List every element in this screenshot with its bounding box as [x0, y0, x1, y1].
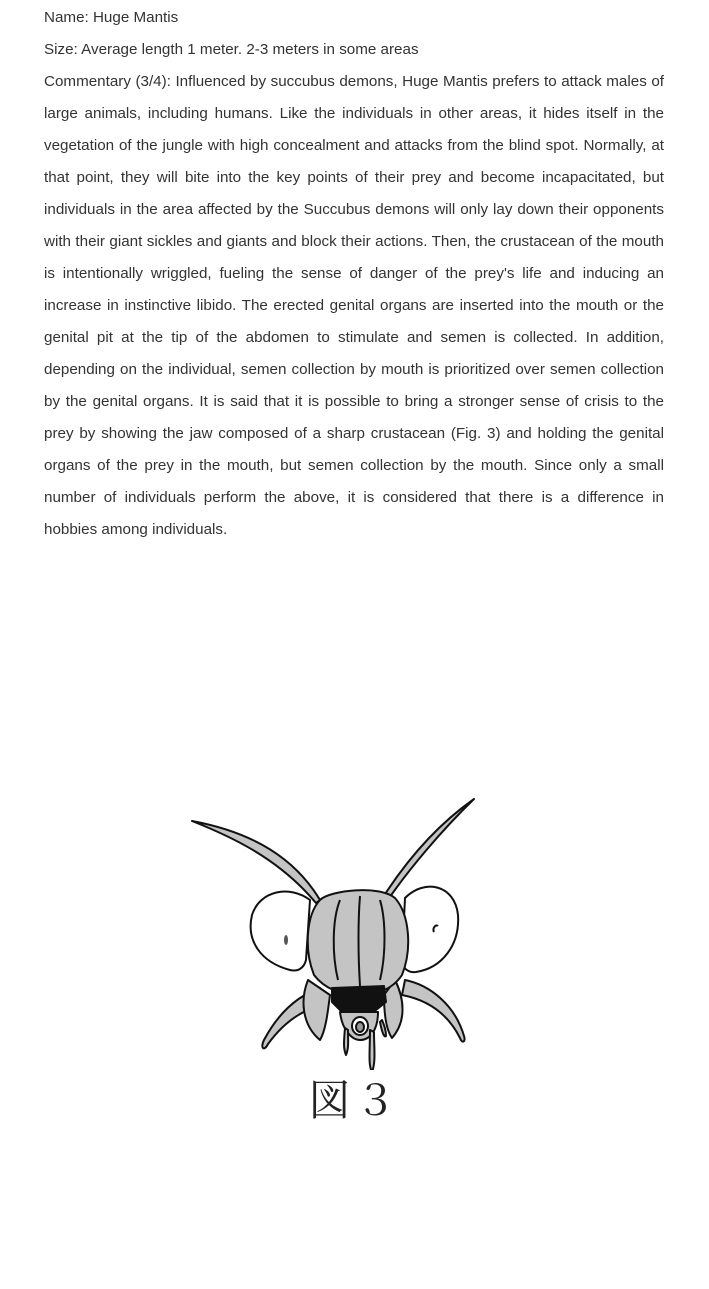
figure-3 [0, 780, 709, 1140]
left-antenna [192, 821, 320, 903]
right-eye [402, 887, 458, 972]
commentary-paragraph: Commentary (3/4): Influenced by succubus demons, Huge Mantis prefers to attack males of large animals, including humans. Like the individuals in other areas, it hides itself in the vegetation of the jungle with high concealment and attacks from the blind spot. Normally, at that point, they will bite into the key points of their prey and become incapacitated, but individuals in the area affected by the Succubus demons will only lay down their opponents with their giant sickles and giants and block their actions. Then, the crustacean of the mouth is intentionally wriggled, fueling the sense of danger of the prey's life and inducing an increase in instinctive libido. The erected genital organs are inserted into the mouth or the genital pit at the tip of the abdomen to stimulate and semen is collected. In addition, depending on the individual, semen collection by mouth is prioritized over semen collection by the genital organs. It is said that it is possible to bring a stronger sense of crisis to the prey by showing the jaw composed of a sharp crustacean (Fig. 3) and holding the genital organs of the prey in the mouth, but semen collection by the mouth. Since only a small number of individuals perform the above, it is considered that there is a difference in hobbies among individuals. [44, 73, 664, 538]
left-eye [251, 892, 310, 971]
mantis-head-illustration [180, 790, 480, 1070]
name-line: Name: Huge Mantis [44, 9, 179, 26]
size-line: Size: Average length 1 meter. 2-3 meters in some areas [44, 41, 419, 58]
right-foreleg [402, 980, 465, 1042]
figure-caption: 図３ [308, 1076, 401, 1125]
document-body [44, 2, 664, 546]
